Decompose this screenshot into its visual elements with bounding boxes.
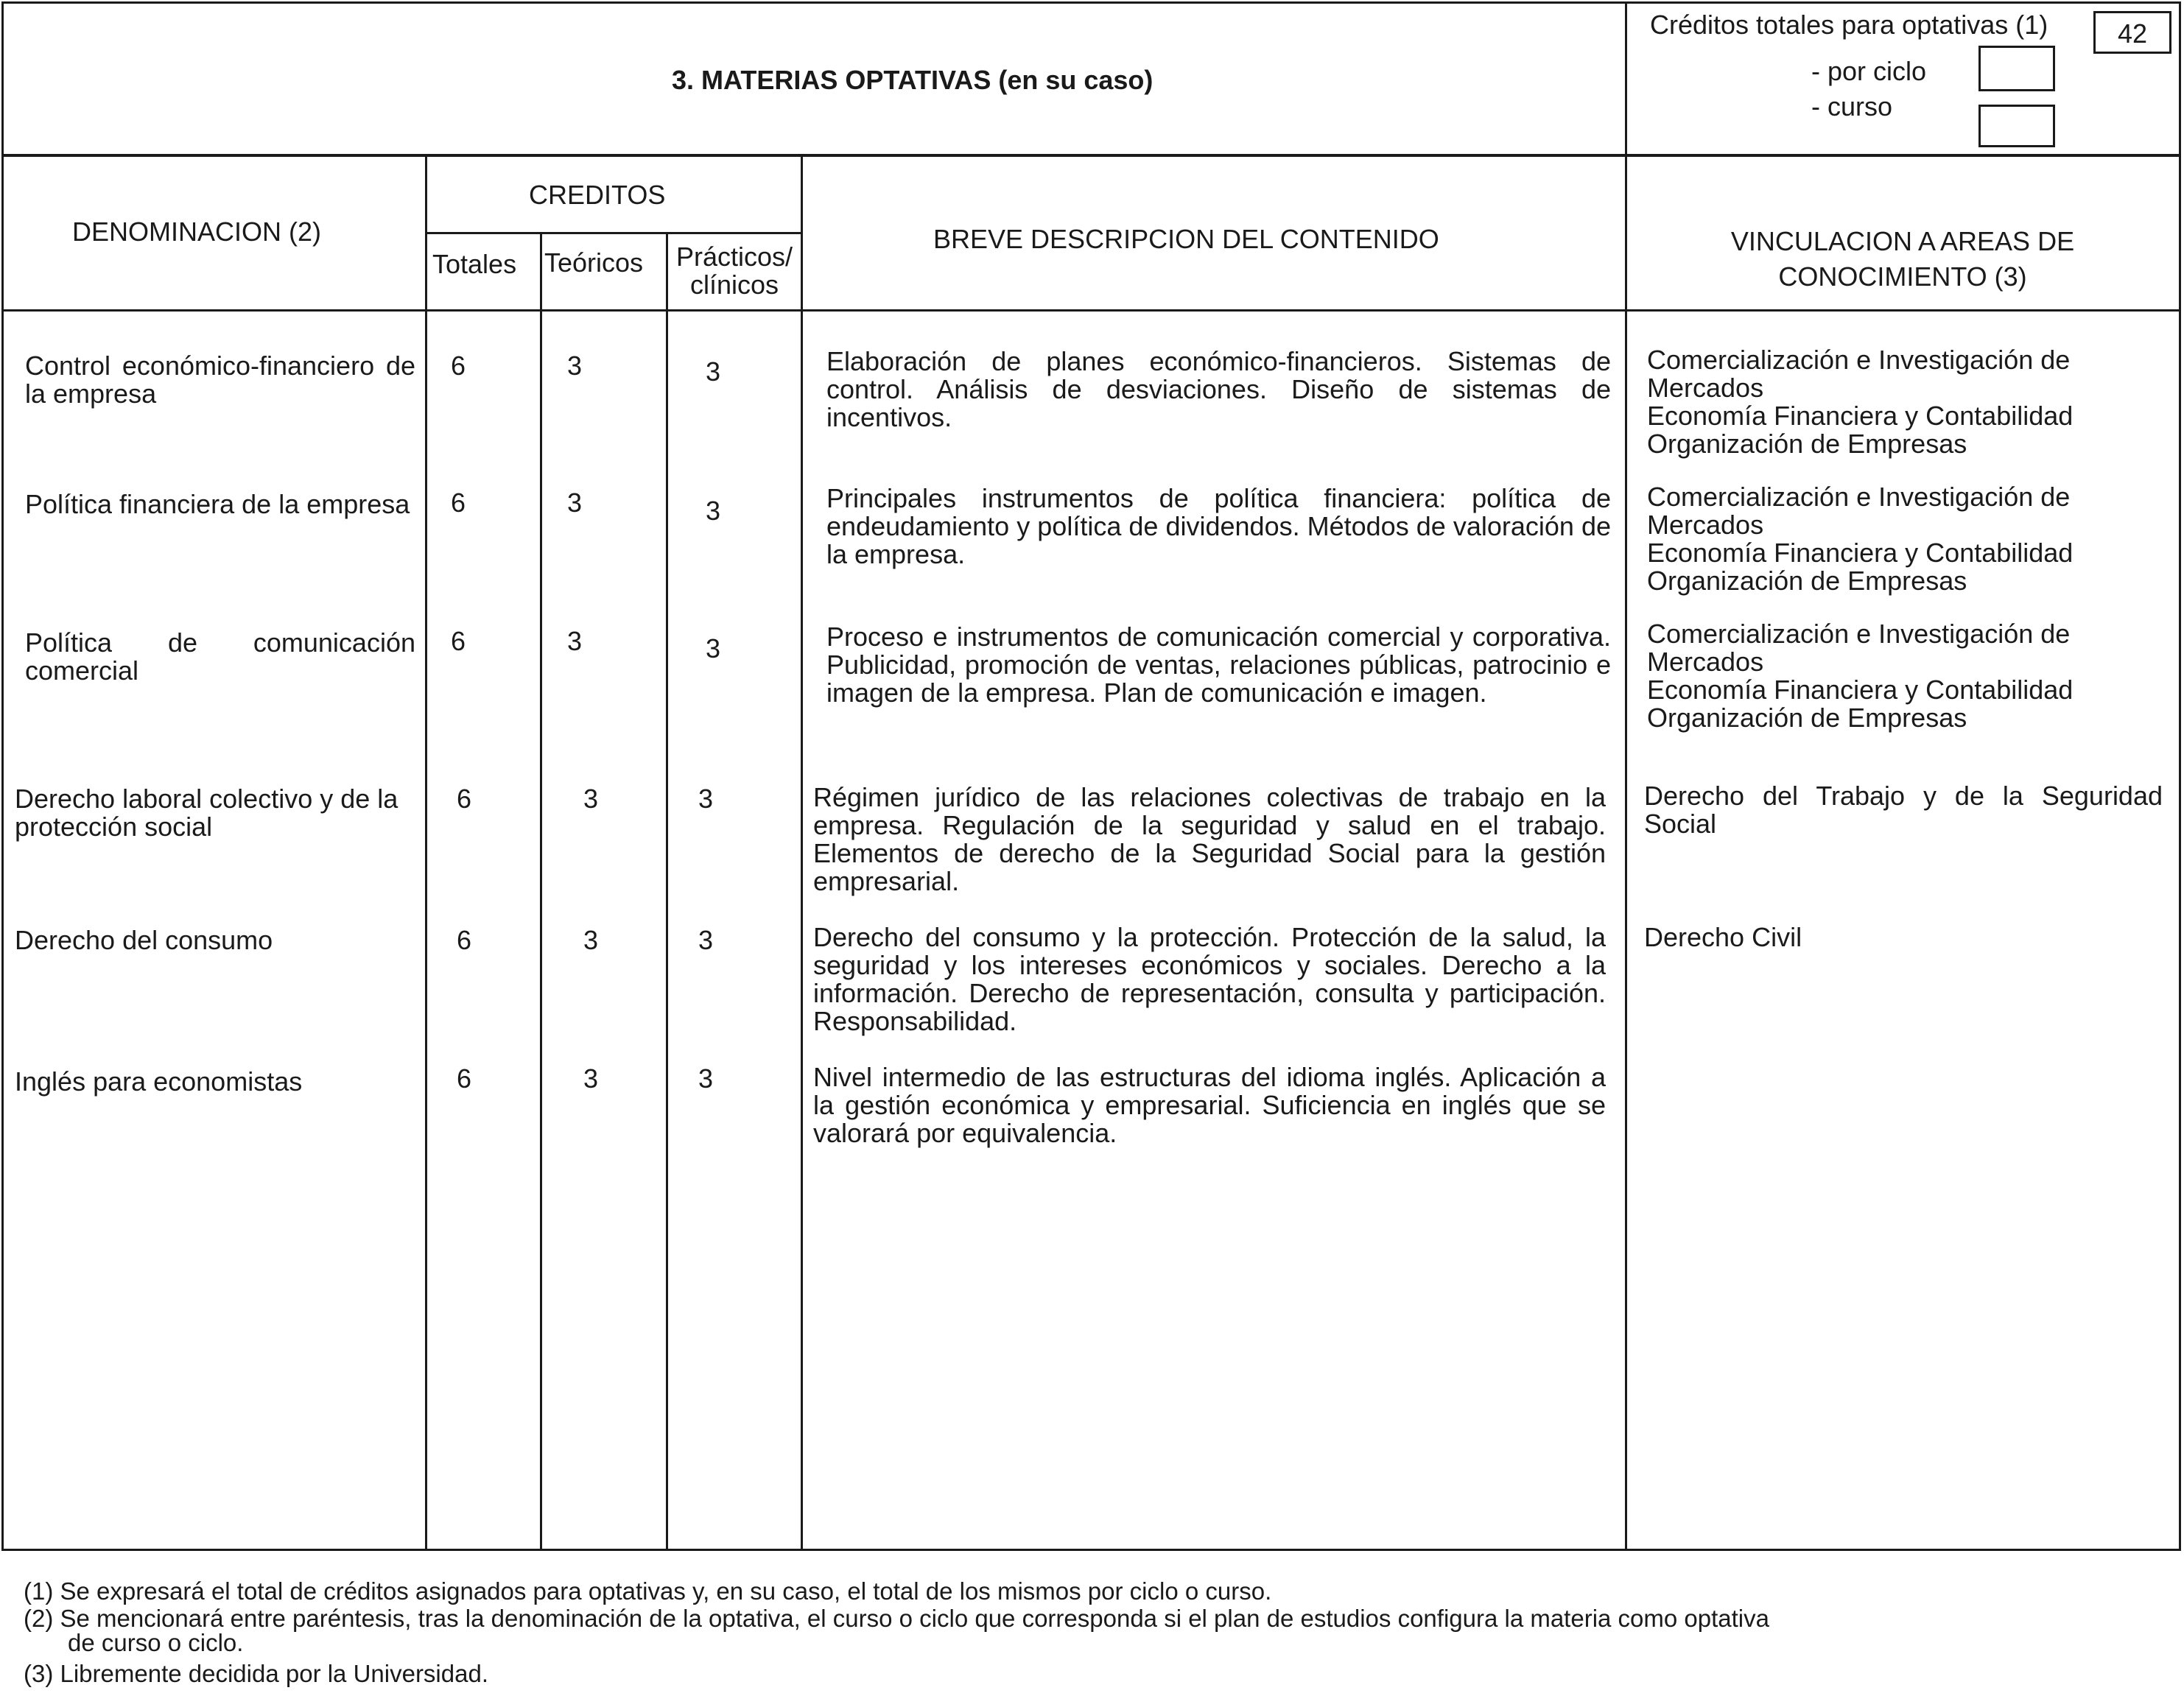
credits-total-value: 42 xyxy=(2117,18,2148,49)
row-denominacion: Política financiera de la empresa xyxy=(25,489,410,519)
row-area-3: Organización de Empresas xyxy=(1647,566,1967,596)
row-teoricos: 3 xyxy=(583,1063,599,1094)
column-header-divider xyxy=(1,309,2181,312)
row-teoricos: 3 xyxy=(567,488,583,518)
row-practicos: 3 xyxy=(698,784,714,814)
col-header-creditos: CREDITOS xyxy=(529,180,666,210)
row-area-2: Economía Financiera y Contabilidad xyxy=(1647,538,2074,568)
row-totales: 6 xyxy=(457,925,472,955)
col-header-vinculacion: VINCULACION A AREAS DE CONOCIMIENTO (3) xyxy=(1730,226,2075,292)
row-practicos: 3 xyxy=(698,1063,714,1094)
row-description: Principales instrumentos de política financiera: política de endeudamiento y política de dividendos. Métodos de valoración de la empresa. xyxy=(826,483,1611,569)
table-border-bottom xyxy=(1,1549,2181,1551)
row-area-2: Economía Financiera y Contabilidad xyxy=(1647,401,2074,431)
footnote-1: (1) Se expresará el total de créditos asignados para optativas y, en su caso, el total de los mismos por ciclo o curso. xyxy=(24,1577,1272,1605)
header-divider xyxy=(1,154,2181,157)
row-description: Proceso e instrumentos de comunicación comercial y corporativa. Publicidad, promoción de ventas, relaciones públicas, patrocinio e imagen de la empresa. Plan de comunicación e imagen. xyxy=(826,622,1611,708)
row-description: Nivel intermedio de las estructuras del idioma inglés. Aplicación a la gestión económica y empresarial. Suficiencia en inglés que se valorará por equivalencia. xyxy=(813,1062,1606,1148)
row-denominacion: Derecho laboral colectivo y de la protección social xyxy=(15,784,398,842)
per-cycle-label: - por ciclo xyxy=(1811,56,1927,86)
row-area-3: Organización de Empresas xyxy=(1647,703,1967,733)
col-divider-teoricos xyxy=(666,233,668,1551)
credits-total-label: Créditos totales para optativas (1) xyxy=(1650,10,2048,40)
row-description: Derecho del consumo y la protección. Protección de la salud, la seguridad y los intereses económicos y sociales. Derecho a la información. Derecho de representación, consulta y participación. Responsabilidad. xyxy=(813,922,1606,1036)
table-border-left xyxy=(1,1,4,1551)
row-area-2: Economía Financiera y Contabilidad xyxy=(1647,675,2074,705)
row-area-1: Derecho Civil xyxy=(1644,922,1802,952)
col-header-denominacion: DENOMINACION (2) xyxy=(72,217,322,247)
creditos-subheader-divider xyxy=(425,232,801,234)
table-border-top xyxy=(1,1,2180,4)
row-denominacion: Derecho del consumo xyxy=(15,925,273,955)
footnote-2: (2) Se mencionará entre paréntesis, tras la denominación de la optativa, el curso o ciclo que corresponda si el plan de estudios configura la materia como optativa xyxy=(24,1605,1769,1632)
per-course-label: - curso xyxy=(1811,91,1893,122)
row-denominacion: Política de comunicación comercial xyxy=(25,627,415,686)
row-area-3: Organización de Empresas xyxy=(1647,429,1967,459)
row-practicos: 3 xyxy=(706,496,721,526)
row-area-1: Comercialización e Investigación de Mercados xyxy=(1647,619,2071,677)
page-title: 3. MATERIAS OPTATIVAS (en su caso) xyxy=(672,65,1154,95)
col-divider-totales xyxy=(540,233,542,1551)
row-totales: 6 xyxy=(451,626,466,656)
footnote-2-continued: de curso o ciclo. xyxy=(68,1629,244,1656)
per-cycle-box[interactable] xyxy=(1978,46,2055,91)
col-divider-creditos xyxy=(801,156,803,1551)
col-divider-descripcion xyxy=(1625,1,1627,1551)
row-area-1: Derecho del Trabajo y de la Seguridad Social xyxy=(1644,781,2163,839)
row-teoricos: 3 xyxy=(583,925,599,955)
row-teoricos: 3 xyxy=(583,784,599,814)
row-denominacion: Inglés para economistas xyxy=(15,1066,303,1097)
row-denominacion: Control económico-financiero de la empresa xyxy=(25,351,415,409)
table-border-right xyxy=(2179,1,2181,1551)
row-practicos: 3 xyxy=(706,356,721,387)
col-header-teoricos: Teóricos xyxy=(544,247,644,278)
row-totales: 6 xyxy=(451,351,466,381)
row-practicos: 3 xyxy=(698,925,714,955)
per-course-box[interactable] xyxy=(1978,105,2055,147)
footnote-3: (3) Libremente decidida por la Universidad. xyxy=(24,1660,488,1687)
col-divider-denominacion xyxy=(425,156,427,1551)
row-area-1: Comercialización e Investigación de Mercados xyxy=(1647,345,2071,403)
row-totales: 6 xyxy=(457,784,472,814)
row-teoricos: 3 xyxy=(567,626,583,656)
row-totales: 6 xyxy=(457,1063,472,1094)
col-header-practicos: Prácticos/ clínicos xyxy=(675,242,793,300)
row-area-1: Comercialización e Investigación de Mercados xyxy=(1647,482,2071,540)
row-practicos: 3 xyxy=(706,633,721,664)
row-totales: 6 xyxy=(451,488,466,518)
row-description: Régimen jurídico de las relaciones colectivas de trabajo en la empresa. Regulación de la seguridad y salud en el trabajo. Elementos de derecho de la Seguridad Social para la gestión empresarial. xyxy=(813,782,1606,896)
col-header-descripcion: BREVE DESCRIPCION DEL CONTENIDO xyxy=(933,224,1439,254)
col-header-totales: Totales xyxy=(432,249,517,279)
row-description: Elaboración de planes económico-financieros. Sistemas de control. Análisis de desviaciones. Diseño de sistemas de incentivos. xyxy=(826,346,1611,432)
row-teoricos: 3 xyxy=(567,351,583,381)
